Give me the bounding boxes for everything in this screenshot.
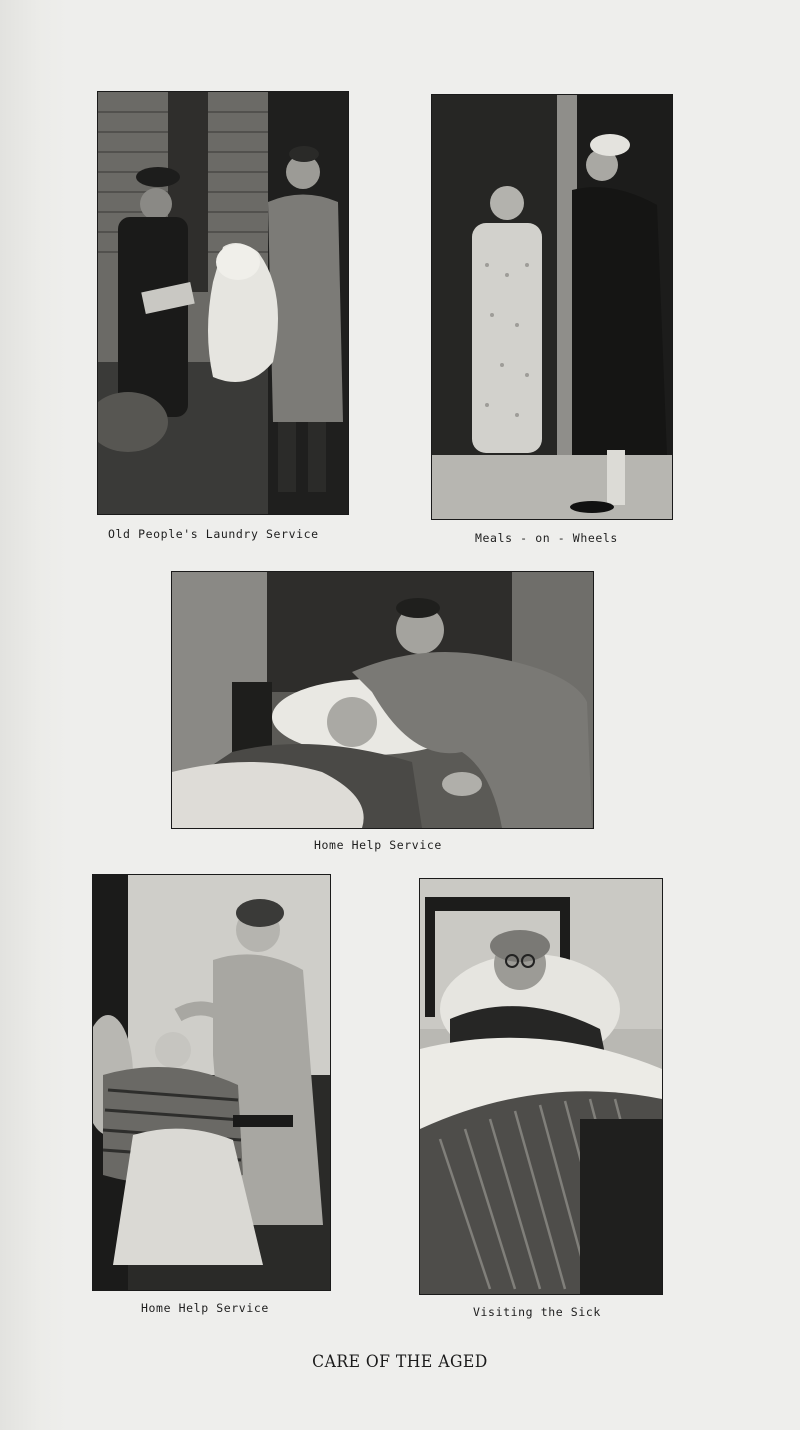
caption-visiting-the-sick: Visiting the Sick <box>473 1305 601 1319</box>
photo-home-help-bed <box>172 572 593 828</box>
page-title: CARE OF THE AGED <box>312 1352 488 1372</box>
caption-home-help-hair: Home Help Service <box>141 1301 269 1315</box>
photo-laundry-service <box>98 92 348 514</box>
caption-meals-on-wheels: Meals - on - Wheels <box>475 531 618 545</box>
photo-meals-on-wheels <box>432 95 672 519</box>
photo-home-help-hair <box>93 875 330 1290</box>
photo-visiting-the-sick <box>420 879 662 1294</box>
page-binding-shadow <box>0 0 70 1430</box>
caption-home-help-bed: Home Help Service <box>314 838 442 852</box>
caption-laundry-service: Old People's Laundry Service <box>108 527 319 541</box>
